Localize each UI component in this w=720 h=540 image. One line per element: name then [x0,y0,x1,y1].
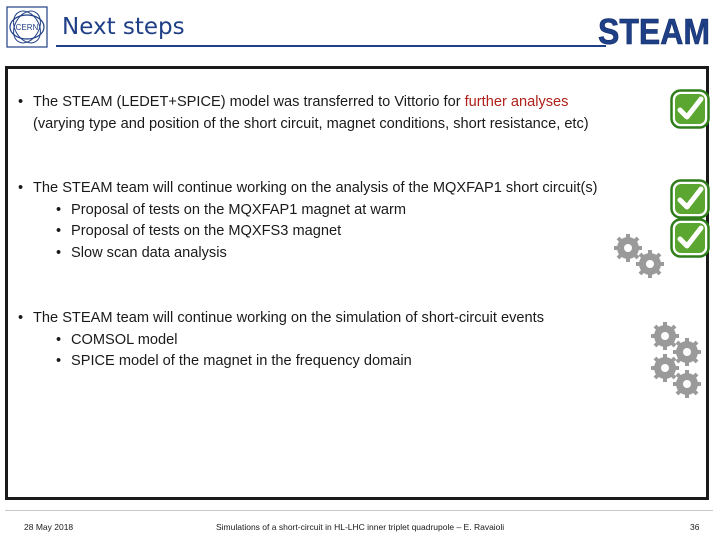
footer-divider [5,510,713,511]
title-underline [56,45,606,47]
bullet-3: • The STEAM team will continue working on the simulation of short-circuit events [10,308,650,330]
cern-logo [6,6,48,48]
highlight-text: further analyses [464,94,569,110]
sub-bullet-3-2: • SPICE model of the magnet in the frequency domain [10,351,650,373]
bullet-1 [10,92,650,114]
footer-caption: Simulations of a short-circuit in HL-LHC inner triplet quadrupole – E. Ravaioli [216,522,505,532]
check-icon [670,89,710,129]
page-title: Next steps [62,14,185,40]
sub-bullet-2-2: • Proposal of tests on the MQXFS3 magnet [10,221,670,243]
bullet-group-1 [10,92,650,135]
cern-logo-text: CERN [15,23,39,32]
bullet-1-text: The STEAM (LEDET+SPICE) model was transferred to Vittorio for [33,94,465,110]
sub-bullet-2-3: • Slow scan data analysis [10,243,670,265]
page-number: 36 [690,522,700,532]
check-icon [670,179,710,219]
sub-bullet-3-1: • COMSOL model [10,330,650,352]
footer-date: 28 May 2018 [24,522,74,532]
steam-logo-text: STEAM [598,11,710,50]
bullet-group-2 [10,178,670,264]
steam-logo [596,6,714,50]
gears-icon [608,232,674,282]
check-icon [670,218,710,258]
bullet-2: • The STEAM team will continue working on the analysis of the MQXFAP1 short circuit(s) [10,178,670,200]
bullet-1-line-2: (varying type and position of the short circuit, magnet conditions, short resistance, etc) [33,115,589,132]
sub-bullet-2-1: • Proposal of tests on the MQXFAP1 magnet at warm [10,200,670,222]
gears-icon [645,352,711,402]
bullet-group-3 [10,308,650,373]
